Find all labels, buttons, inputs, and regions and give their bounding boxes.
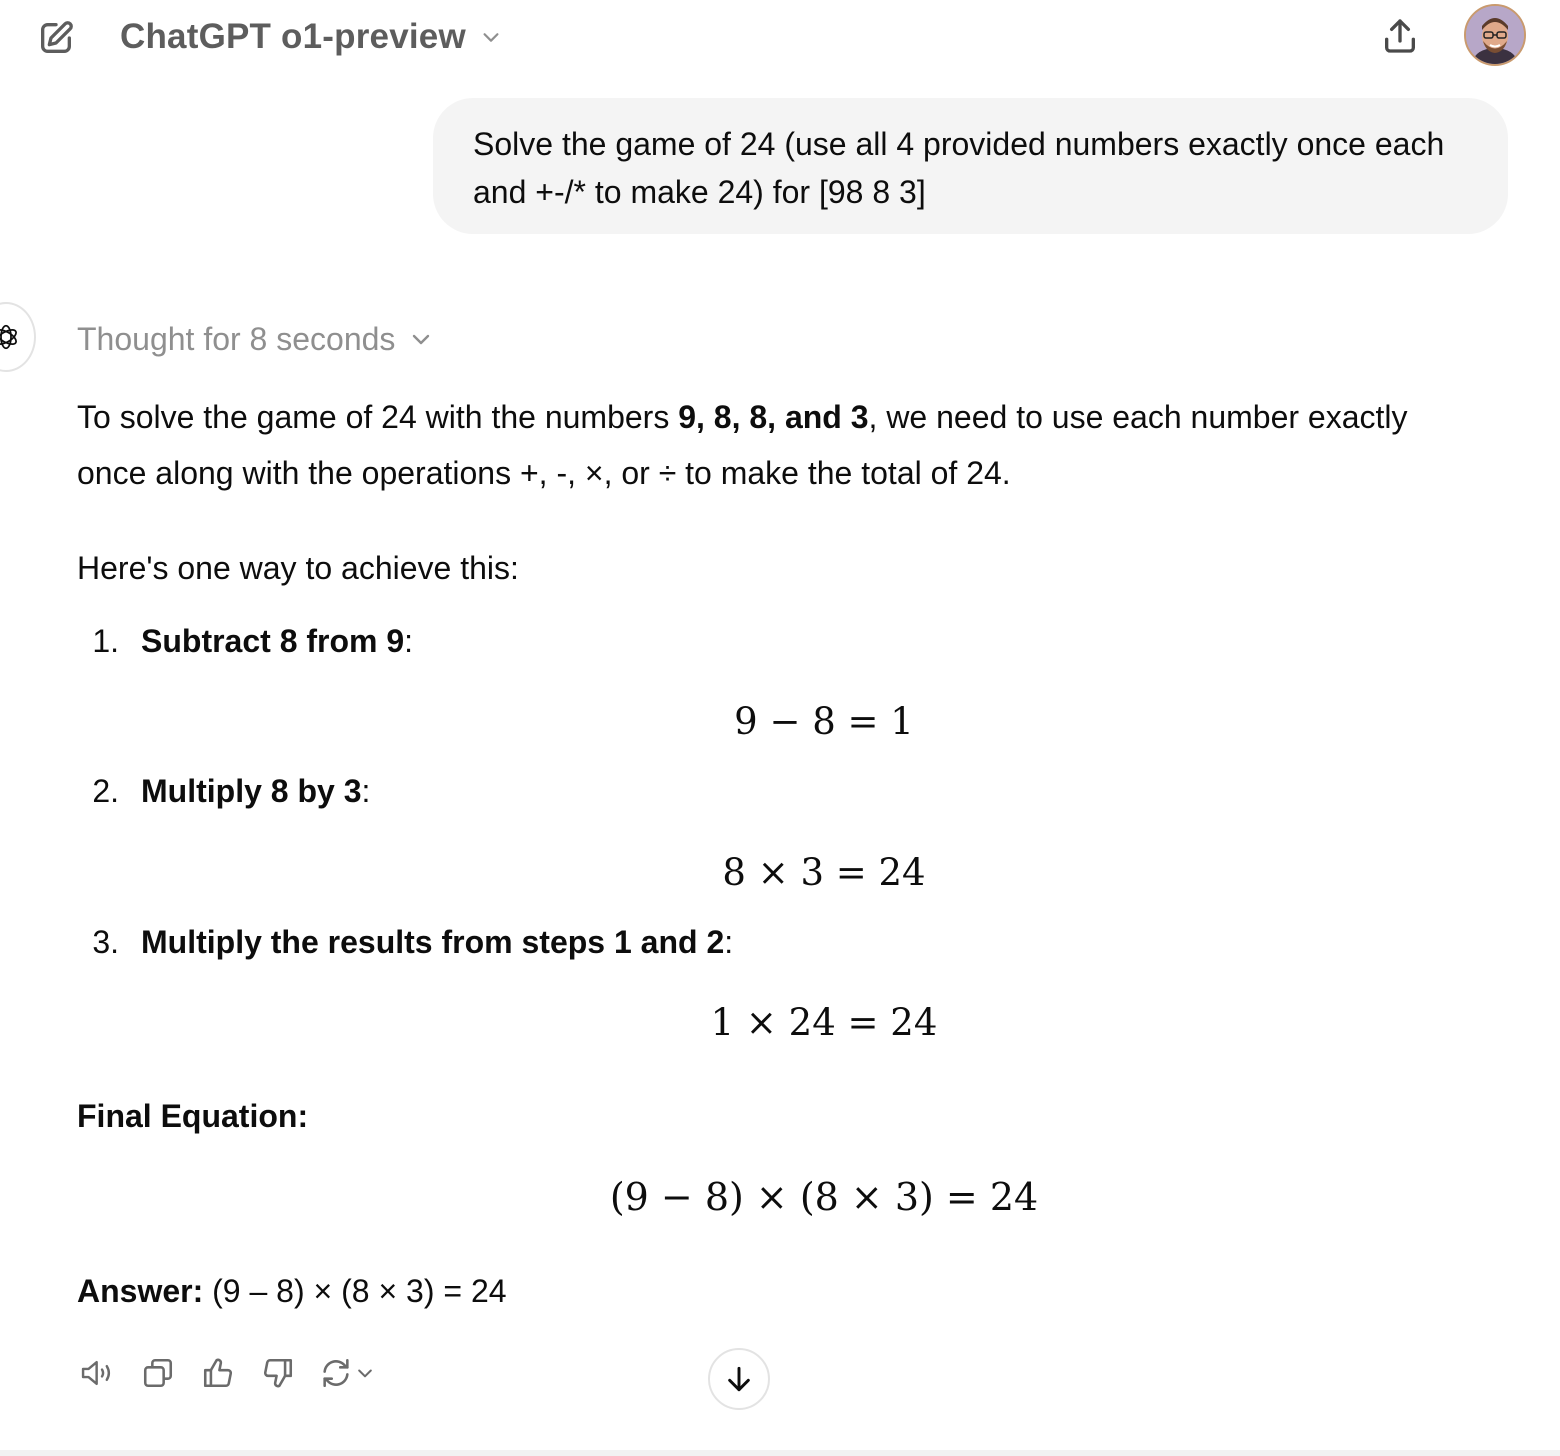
- step-item: [77, 618, 413, 664]
- step-equation: 1 × 24 = 24: [710, 1001, 938, 1044]
- user-message-line-1: Solve the game of 24 (use all 4 provided numbers exactly once each: [473, 126, 1445, 162]
- step-item: [77, 919, 733, 965]
- read-aloud-button[interactable]: [72, 1348, 124, 1398]
- thumbs-up-icon: [201, 1356, 235, 1390]
- user-message-line-2: and +-/* to make 24) for [98 8 3]: [473, 174, 926, 210]
- edit-icon: [36, 18, 76, 58]
- scroll-to-bottom-button[interactable]: [708, 1348, 770, 1410]
- step-equation: 8 × 3 = 24: [722, 851, 926, 894]
- share-upload-icon: [1380, 15, 1420, 57]
- step-item: [77, 768, 370, 814]
- user-message-bubble: [433, 98, 1508, 234]
- thumbs-down-icon: [261, 1356, 295, 1390]
- step-title: Multiply 8 by 3: [141, 773, 362, 809]
- step-equation: 9 − 8 = 1: [734, 700, 914, 743]
- step-number: 1.: [92, 623, 119, 659]
- avatar-face-icon: [1466, 6, 1524, 64]
- user-avatar[interactable]: [1464, 4, 1526, 66]
- share-button[interactable]: [1376, 12, 1424, 60]
- model-selector[interactable]: [120, 14, 502, 60]
- message-actions: [72, 1348, 382, 1398]
- new-chat-button[interactable]: [32, 14, 80, 62]
- answer-label: Answer:: [77, 1273, 204, 1309]
- header: [0, 0, 1560, 80]
- response-intro: [77, 389, 1477, 501]
- chevron-down-icon: [409, 327, 433, 351]
- answer-line: [77, 1268, 507, 1314]
- regenerate-icon: [319, 1356, 353, 1390]
- chevron-down-icon: [480, 26, 502, 48]
- step-number: 2.: [92, 773, 119, 809]
- step-number: 3.: [92, 924, 119, 960]
- intro-numbers: 9, 8, 8, and 3: [678, 399, 869, 435]
- step-title: Multiply the results from steps 1 and 2: [141, 924, 725, 960]
- intro-text-start: To solve the game of 24 with the numbers: [77, 399, 679, 435]
- final-equation-label: Final Equation:: [77, 1098, 309, 1134]
- final-equation: (9 − 8) × (8 × 3) = 24: [609, 1175, 1039, 1219]
- chevron-down-icon: [355, 1363, 375, 1383]
- arrow-down-icon: [723, 1363, 755, 1395]
- assistant-avatar: [0, 302, 36, 372]
- step-colon: :: [361, 773, 371, 809]
- copy-icon: [141, 1356, 175, 1390]
- thought-toggle[interactable]: [77, 316, 433, 362]
- answer-text: (9 – 8) × (8 × 3) = 24: [203, 1273, 507, 1309]
- thumbs-down-button[interactable]: [252, 1348, 304, 1398]
- thumbs-up-button[interactable]: [192, 1348, 244, 1398]
- read-aloud-icon: [79, 1356, 117, 1390]
- response-lead: Here's one way to achieve this:: [77, 550, 519, 586]
- bottom-divider: [0, 1450, 1560, 1456]
- intro-text-end: , we need to use each number exactly once along with the operations +, -, ×, or ÷ to make the total of 24.: [77, 399, 1408, 491]
- model-name: ChatGPT o1-preview: [120, 17, 466, 56]
- copy-button[interactable]: [132, 1348, 184, 1398]
- step-colon: :: [404, 623, 414, 659]
- openai-logo-icon: [0, 322, 21, 352]
- regenerate-button[interactable]: [312, 1348, 382, 1398]
- step-colon: :: [724, 924, 734, 960]
- thought-label: Thought for 8 seconds: [77, 320, 396, 357]
- step-title: Subtract 8 from 9: [141, 623, 405, 659]
